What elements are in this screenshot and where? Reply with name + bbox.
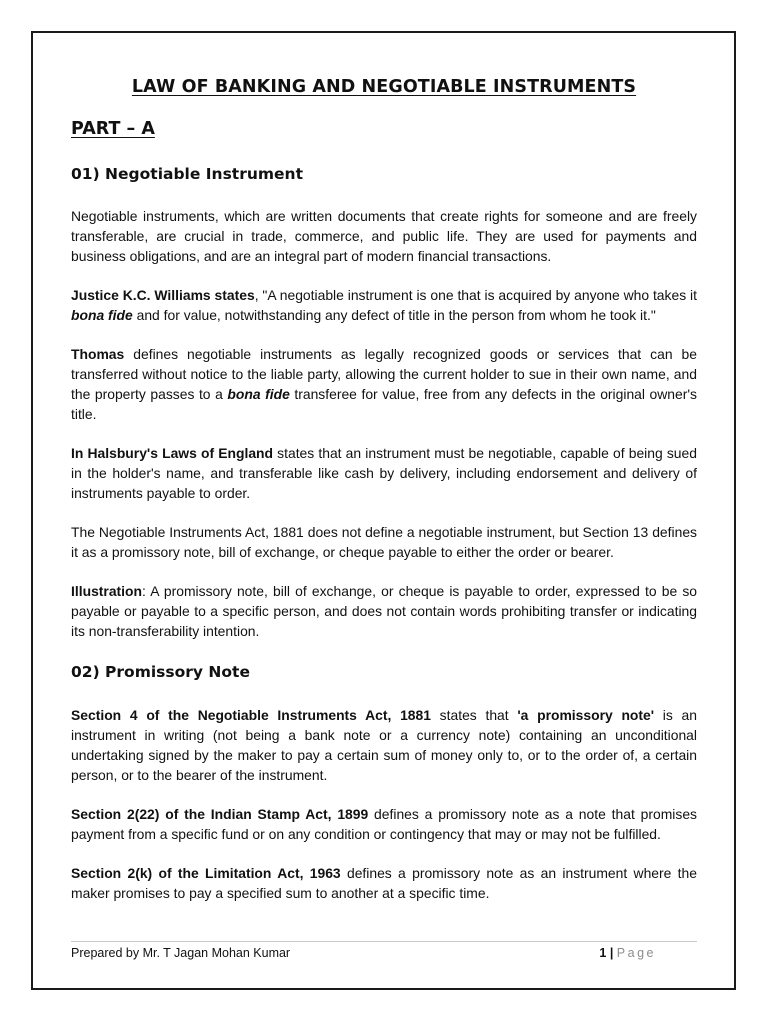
paragraph-pn-section4: Section 4 of the Negotiable Instruments Act, 1881 states that 'a promissory note' is an instrument in writing (not being a bank note or a currency note) containing an unconditional undertaking signed by the maker to pay a certain sum of money only to, or to the order of, a certain person, or to the bearer of the instrument. — [71, 707, 697, 783]
paragraph-ni-halsbury: In Halsbury's Laws of England states that an instrument must be negotiable, capable of being sued in the holder's name, and transferable like cash by delivery, including endorsement and delivery of instruments payable to order. — [71, 445, 697, 501]
paragraph-pn-limitation-act: Section 2(k) of the Limitation Act, 1963 defines a promissory note as an instrument where the maker promises to pay a specified sum to another at a specific time. — [71, 865, 697, 901]
bold-lead: Illustration — [71, 583, 142, 599]
footer-divider — [71, 941, 697, 942]
paragraph-ni-williams: Justice K.C. Williams states, "A negotiable instrument is one that is acquired by anyone who takes it bona fide and for value, notwithstanding any defect of title in the person from whom he took it." — [71, 287, 697, 323]
footer-author: Prepared by Mr. T Jagan Mohan Kumar — [71, 946, 291, 960]
paragraph-ni-act: The Negotiable Instruments Act, 1881 does not define a negotiable instrument, but Section 13 defines it as a promissory note, bill of exchange, or cheque payable to either the order or bearer. — [71, 524, 697, 560]
bold-term: 'a promissory note' — [517, 707, 655, 723]
page-label: Page — [616, 946, 656, 960]
bold-lead: Justice K.C. Williams states — [71, 287, 255, 303]
section-heading-promissory-note: 02) Promissory Note — [71, 663, 250, 681]
section-heading-negotiable-instrument: 01) Negotiable Instrument — [71, 165, 304, 183]
paragraph-ni-thomas: Thomas defines negotiable instruments as legally recognized goods or services that can be transferred without notice to the liable party, allowing the current holder to sue in their own name, and the property passes to a bona fide transferee for value, free from any defects in the original owner's title. — [71, 346, 697, 422]
part-title: PART – A — [71, 119, 155, 139]
bold-lead: Thomas — [71, 346, 125, 362]
paragraph-ni-illustration: Illustration: A promissory note, bill of exchange, or cheque is payable to order, expressed to be so payable or payable to a specific person, and does not contain words prohibiting transfer or indicating its non-transferability intention. — [71, 583, 697, 639]
paragraph-ni-intro: Negotiable instruments, which are written documents that create rights for someone and are freely transferable, are crucial in trade, commerce, and public life. They are used for payments and business obligations, and are an integral part of modern financial transactions. — [71, 208, 697, 264]
bold-italic-emphasis: bona fide — [71, 307, 133, 323]
footer-page-indicator — [599, 945, 656, 961]
document-title: LAW OF BANKING AND NEGOTIABLE INSTRUMENTS — [131, 77, 637, 97]
document-body — [71, 76, 697, 903]
bold-lead: Section 4 of the Negotiable Instruments Act, 1881 — [71, 707, 431, 723]
bold-italic-emphasis: bona fide — [227, 386, 290, 402]
paragraph-pn-stamp-act: Section 2(22) of the Indian Stamp Act, 1899 defines a promissory note as a note that promises payment from a specific fund or on any condition or contingency that may or may not be fulfilled. — [71, 806, 697, 842]
page-number: 1 — [599, 946, 607, 960]
bold-lead: Section 2(22) of the Indian Stamp Act, 1899 — [71, 806, 369, 822]
page-separator: | — [609, 946, 614, 960]
bold-lead: In Halsbury's Laws of England — [71, 445, 274, 461]
bold-lead: Section 2(k) of the Limitation Act, 1963 — [71, 865, 341, 881]
